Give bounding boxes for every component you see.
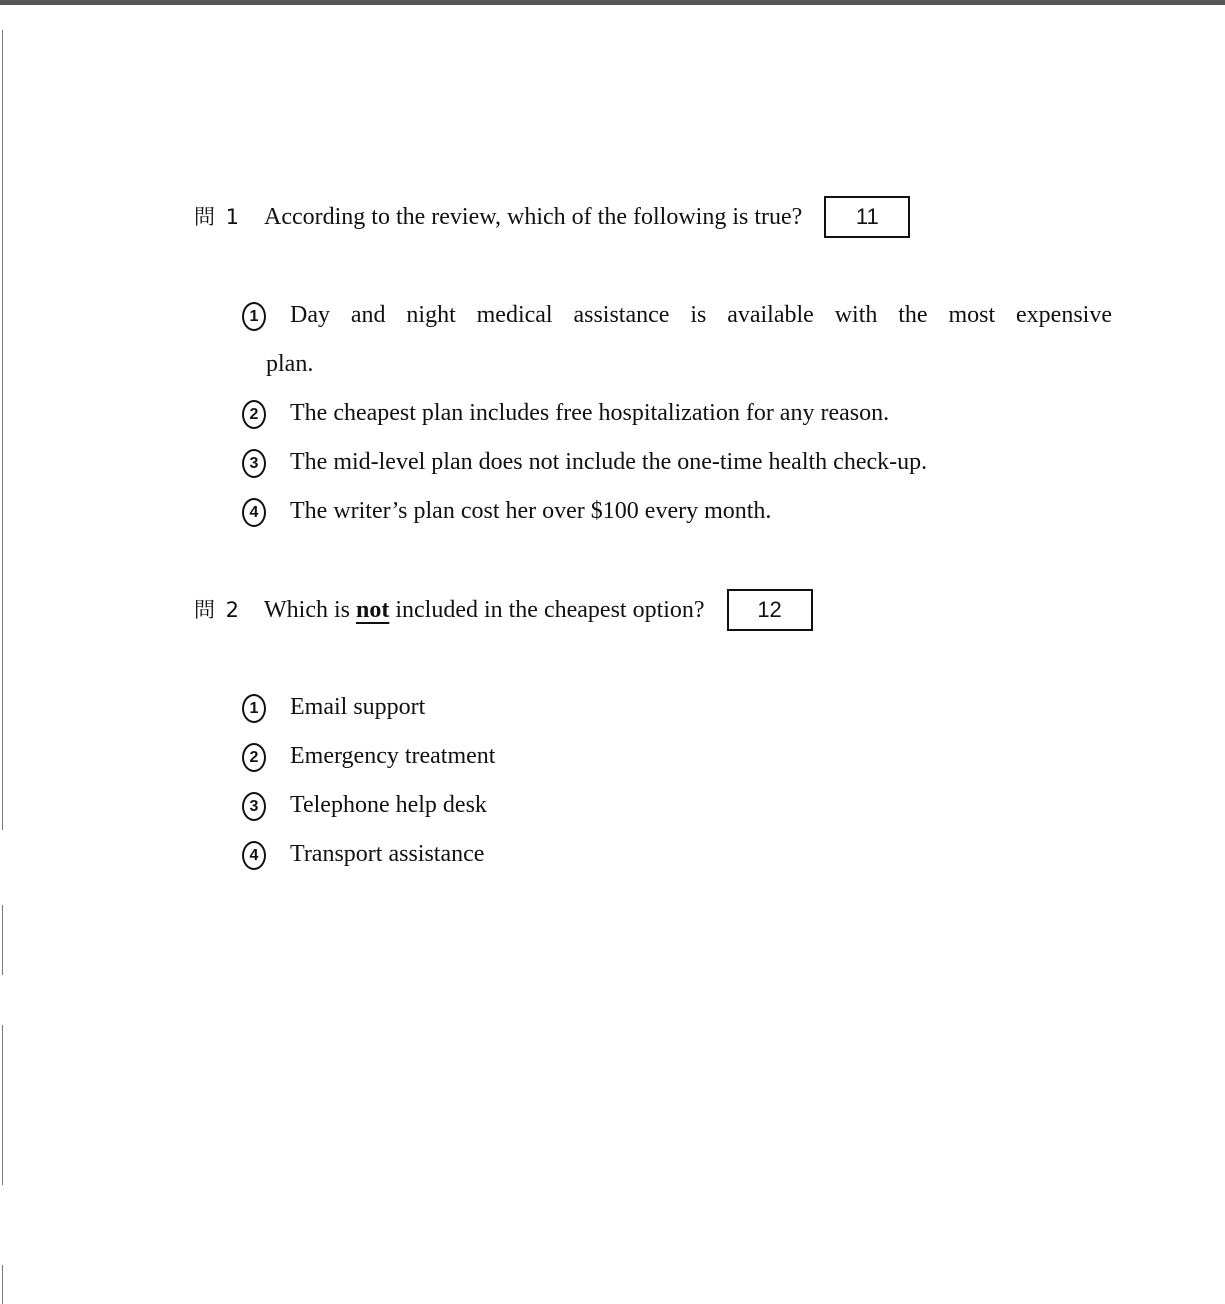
choice-text: The mid-level plan does not include the one-time health check-up. bbox=[290, 449, 928, 475]
choice-item[interactable] bbox=[242, 291, 1112, 389]
choice-text-line: Day and night medical assistance is available with the most expensive bbox=[290, 302, 1112, 328]
choice-number: 2 bbox=[242, 400, 266, 429]
choice-list bbox=[242, 291, 1112, 536]
left-margin-line bbox=[2, 1265, 3, 1304]
choice-number: 2 bbox=[242, 743, 266, 772]
choice-item[interactable] bbox=[242, 683, 1112, 732]
choice-list bbox=[242, 683, 1112, 879]
choice-item[interactable] bbox=[242, 389, 1112, 438]
choice-text: The cheapest plan includes free hospitalization for any reason. bbox=[290, 400, 890, 426]
question-label: 問 2 bbox=[194, 597, 242, 622]
choice-number: 3 bbox=[242, 449, 266, 478]
choice-item[interactable] bbox=[242, 781, 1112, 830]
choice-text bbox=[266, 291, 1112, 389]
question-text-emphasis: not bbox=[355, 597, 390, 623]
choice-number: 4 bbox=[242, 841, 266, 870]
question-1 bbox=[194, 196, 910, 238]
question-text-after: included in the cheapest option? bbox=[395, 597, 705, 623]
question-text-before: Which is bbox=[264, 597, 350, 623]
question-label: 問 1 bbox=[194, 204, 242, 229]
choice-item[interactable] bbox=[242, 438, 1112, 487]
left-margin-line bbox=[2, 905, 3, 975]
choice-text: Transport assistance bbox=[290, 841, 485, 867]
answer-box[interactable]: 12 bbox=[727, 589, 813, 631]
choice-text: Emergency treatment bbox=[290, 743, 496, 769]
top-border bbox=[0, 0, 1225, 5]
choice-text: Telephone help desk bbox=[290, 792, 487, 818]
choice-number: 3 bbox=[242, 792, 266, 821]
choice-item[interactable] bbox=[242, 487, 1112, 536]
question-text: According to the review, which of the following is true? bbox=[264, 204, 803, 230]
left-margin-line bbox=[2, 1025, 3, 1185]
left-margin-line bbox=[2, 30, 3, 830]
question-2 bbox=[194, 589, 813, 631]
answer-box[interactable]: 11 bbox=[824, 196, 910, 238]
choice-text: Email support bbox=[290, 694, 426, 720]
choice-number: 4 bbox=[242, 498, 266, 527]
choice-text: The writer’s plan cost her over $100 every month. bbox=[290, 498, 772, 524]
choice-text-line: plan. bbox=[266, 351, 314, 377]
question-text bbox=[264, 598, 705, 622]
choice-item[interactable] bbox=[242, 830, 1112, 879]
choice-number: 1 bbox=[242, 302, 266, 331]
choice-number: 1 bbox=[242, 694, 266, 723]
choice-item[interactable] bbox=[242, 732, 1112, 781]
